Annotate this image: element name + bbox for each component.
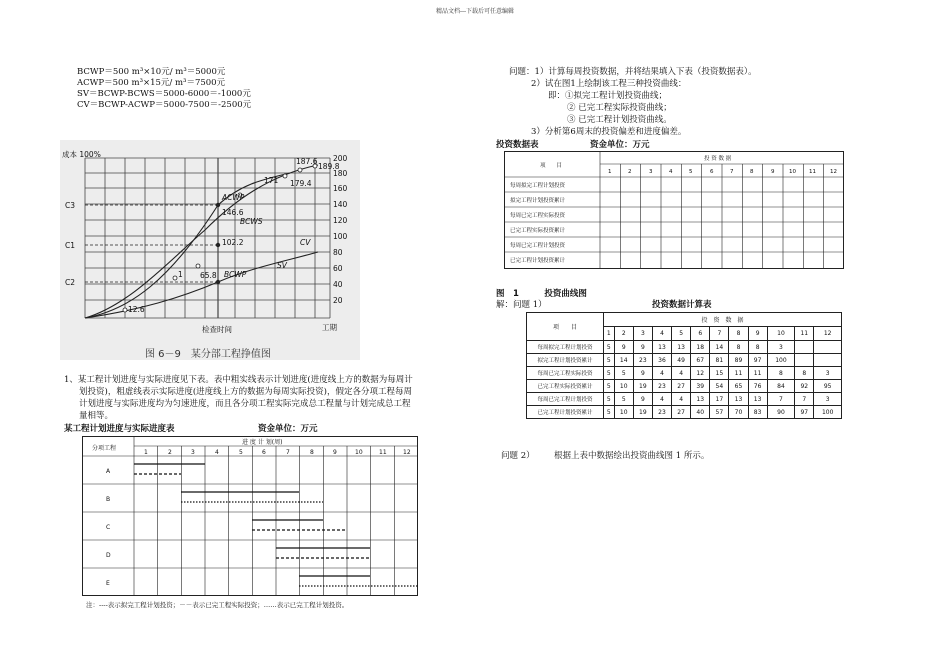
page-header: 精品文档---下载后可任意编辑 — [435, 8, 515, 15]
investment-data-table — [504, 151, 844, 269]
table-cell: 76 — [748, 380, 767, 393]
table-cell — [814, 354, 842, 367]
schedule-row-b: B — [106, 496, 111, 503]
investment-row-6: 已完工程计划投资累计 — [510, 258, 566, 264]
investment-row-4: 已完工程实际投资累计 — [510, 228, 566, 234]
table-cell: 97 — [795, 406, 814, 419]
table-cell: 39 — [691, 380, 710, 393]
figure-caption: 图 6－9 某分部工程挣值图 — [145, 349, 271, 360]
value-1: 1 — [178, 270, 183, 279]
investment-head-item: 项 目 — [540, 163, 563, 169]
calc-week-8: 8 — [729, 327, 748, 341]
schedule-week-1: 1 — [144, 449, 148, 456]
table-row — [527, 354, 842, 367]
bcws-label: BCWS — [240, 217, 263, 226]
table-cell: 5 — [604, 354, 615, 367]
calc-week-11: 11 — [795, 327, 814, 341]
problem-line-3: 计划进度与实际进度均为匀速进度，而且各分项工程实际完成总工程量与计划完成总工程 — [79, 399, 411, 409]
table-cell: 9 — [633, 393, 652, 406]
label-c2: C2 — [65, 278, 76, 287]
earned-value-figure — [60, 140, 360, 360]
table-cell: 100 — [814, 406, 842, 419]
table-cell: 4 — [672, 393, 691, 406]
table-cell: 11 — [729, 367, 748, 380]
table-cell: 4 — [672, 367, 691, 380]
calc-week-12: 12 — [814, 327, 842, 341]
table-cell: 19 — [633, 380, 652, 393]
calc-week-6: 6 — [691, 327, 710, 341]
formula-sv: SV＝BCWP-BCWS＝5000-6000＝-1000元 — [77, 89, 251, 99]
question-3: 3）分析第6周末的投资偏差和进度偏差。 — [531, 127, 687, 137]
schedule-week-10: 10 — [355, 449, 363, 456]
label-c3: C3 — [65, 201, 76, 210]
table-cell: 49 — [672, 354, 691, 367]
table-cell: 40 — [691, 406, 710, 419]
value-102-2: 102.2 — [222, 238, 244, 247]
table-cell: 4 — [652, 367, 671, 380]
question-2a: 即：①拟完工程计划投资曲线； — [548, 91, 668, 101]
table-cell: 27 — [672, 406, 691, 419]
investment-row-5: 每周已完工程计划投资 — [510, 243, 566, 249]
table-cell: 8 — [729, 341, 748, 354]
schedule-week-5: 5 — [239, 449, 243, 456]
calc-row-label: 每周已完工程计划投资 — [527, 393, 604, 406]
schedule-head-plan: 进 度 计 划(周) — [242, 439, 283, 446]
table-cell: 27 — [672, 380, 691, 393]
problem-line-4: 量相等。 — [79, 411, 114, 421]
tick-80: 80 — [333, 248, 343, 257]
schedule-row-a: A — [106, 468, 111, 475]
table-row — [527, 393, 842, 406]
question-1: 问题：1）计算每周投资数据，并将结果填入下表（投资数据表）。 — [509, 67, 757, 77]
table-cell: 5 — [604, 393, 615, 406]
schedule-week-9: 9 — [333, 449, 337, 456]
calc-week-1: 1 — [604, 327, 615, 341]
investment-week-8: 8 — [750, 169, 754, 175]
table-cell: 89 — [729, 354, 748, 367]
table-cell: 11 — [748, 367, 767, 380]
table-cell: 5 — [604, 341, 615, 354]
tick-200: 200 — [333, 154, 348, 163]
investment-week-11: 11 — [809, 169, 816, 175]
table-cell: 10 — [614, 380, 633, 393]
table-cell: 13 — [748, 393, 767, 406]
tick-60: 60 — [333, 264, 343, 273]
schedule-week-2: 2 — [168, 449, 172, 456]
check-time-label: 检查时间 — [202, 325, 232, 334]
value-146-6: 146.6 — [222, 208, 244, 217]
table-cell: 13 — [729, 393, 748, 406]
investment-week-4: 4 — [669, 169, 673, 175]
calc-table-title: 投资数据计算表 — [652, 300, 712, 310]
table-cell — [795, 341, 814, 354]
investment-week-7: 7 — [730, 169, 734, 175]
curve-points — [123, 164, 317, 312]
table-row — [527, 406, 842, 419]
investment-week-2: 2 — [628, 169, 632, 175]
table-cell: 5 — [614, 367, 633, 380]
formula-cv: CV＝BCWP-ACWP＝5000-7500＝-2500元 — [77, 100, 252, 110]
table-cell: 92 — [795, 380, 814, 393]
schedule-row-c: C — [106, 524, 111, 531]
sv-label: SV — [277, 261, 287, 270]
table-cell: 100 — [767, 354, 795, 367]
tick-160: 160 — [333, 184, 348, 193]
question-2c: ③ 已完工程计划投资曲线。 — [567, 115, 672, 125]
problem-line-1: 1、某工程计划进度与实际进度见下表。表中粗实线表示计划进度(进度线上方的数据为每周计 — [64, 375, 413, 385]
investment-week-5: 5 — [689, 169, 693, 175]
table-cell: 70 — [729, 406, 748, 419]
schedule-week-8: 8 — [310, 449, 314, 456]
schedule-row-e: E — [106, 580, 110, 587]
value-12-6: 12.6 — [128, 305, 145, 314]
calc-week-4: 4 — [652, 327, 671, 341]
table-cell: 5 — [604, 406, 615, 419]
table-cell: 5 — [614, 393, 633, 406]
calc-week-7: 7 — [710, 327, 729, 341]
schedule-week-7: 7 — [286, 449, 290, 456]
table-cell: 19 — [633, 406, 652, 419]
question-2-answer-label: 问题 2） — [501, 451, 535, 461]
table-cell: 13 — [672, 341, 691, 354]
table-cell: 23 — [652, 380, 671, 393]
table-cell: 83 — [748, 406, 767, 419]
investment-week-12: 12 — [830, 169, 837, 175]
value-189-8: 189.8 — [318, 162, 340, 171]
table-cell: 36 — [652, 354, 671, 367]
calc-row-label: 拟完工程计划投资累计 — [527, 354, 604, 367]
table-cell: 14 — [614, 354, 633, 367]
table-cell: 13 — [691, 393, 710, 406]
calc-head-data: 投 资 数 据 — [604, 313, 842, 327]
table-row — [527, 367, 842, 380]
schedule-row-d: D — [106, 552, 111, 559]
question-2b: ② 已完工程实际投资曲线； — [567, 103, 672, 113]
table-cell: 7 — [795, 393, 814, 406]
schedule-table-unit: 资金单位：万元 — [258, 424, 318, 434]
bcwp-label: BCWP — [224, 270, 247, 279]
investment-table-unit: 资金单位：万元 — [590, 140, 650, 150]
formula-acwp: ACWP＝500 m³×15元/ m³＝7500元 — [77, 78, 226, 88]
question-2: 2）试在图1上绘制该工程三种投资曲线： — [531, 79, 687, 89]
calc-table — [526, 312, 842, 419]
label-c1: C1 — [65, 241, 76, 250]
table-cell: 9 — [633, 341, 652, 354]
table-cell: 9 — [614, 341, 633, 354]
table-cell: 15 — [710, 367, 729, 380]
investment-week-3: 3 — [649, 169, 653, 175]
table-cell: 95 — [814, 380, 842, 393]
investment-head-data: 投 资 数 据 — [704, 156, 732, 162]
table-cell: 12 — [691, 367, 710, 380]
table-cell: 84 — [767, 380, 795, 393]
table-cell: 3 — [814, 367, 842, 380]
schedule-week-11: 11 — [379, 449, 387, 456]
table-cell: 5 — [604, 367, 615, 380]
table-cell: 8 — [767, 367, 795, 380]
schedule-head-item: 分项工程 — [92, 445, 117, 452]
investment-week-10: 10 — [789, 169, 796, 175]
cv-label: CV — [300, 238, 311, 247]
table-cell: 7 — [767, 393, 795, 406]
value-171: 171 — [264, 176, 279, 185]
tick-140: 140 — [333, 200, 348, 209]
calc-week-10: 10 — [767, 327, 795, 341]
question-2-answer: 根据上表中数据绘出投资曲线图 1 所示。 — [554, 451, 710, 461]
table-cell: 18 — [691, 341, 710, 354]
investment-week-6: 6 — [710, 169, 714, 175]
formula-bcwp: BCWP＝500 m³×10元/ m³＝5000元 — [77, 67, 226, 77]
value-179-4: 179.4 — [290, 179, 312, 188]
acwp-label: ACWP — [222, 193, 245, 202]
calc-week-3: 3 — [633, 327, 652, 341]
tick-120: 120 — [333, 216, 348, 225]
table-row — [527, 341, 842, 354]
table-cell: 10 — [614, 406, 633, 419]
schedule-table — [82, 436, 418, 596]
calc-row-label: 已完工程实际投资累计 — [527, 380, 604, 393]
calc-row-label: 每周拟完工程计划投资 — [527, 341, 604, 354]
calc-head-item: 项 目 — [527, 313, 604, 341]
table-cell: 90 — [767, 406, 795, 419]
table-cell: 67 — [691, 354, 710, 367]
schedule-week-3: 3 — [191, 449, 195, 456]
investment-week-1: 1 — [608, 169, 612, 175]
calc-week-2: 2 — [614, 327, 633, 341]
tick-40: 40 — [333, 280, 343, 289]
table-cell: 81 — [710, 354, 729, 367]
table-cell: 57 — [710, 406, 729, 419]
tick-20: 20 — [333, 296, 343, 305]
schedule-table-title: 某工程计划进度与实际进度表 — [64, 424, 175, 434]
value-65-8: 65.8 — [200, 271, 217, 280]
calc-row-label: 已完工程计划投资累计 — [527, 406, 604, 419]
table-row — [527, 380, 842, 393]
table-cell: 23 — [633, 354, 652, 367]
figure-1-caption: 图 1 投资曲线图 — [496, 289, 587, 299]
calc-week-9: 9 — [748, 327, 767, 341]
investment-row-1: 每周拟完工程计划投资 — [510, 183, 566, 189]
table-cell: 9 — [633, 367, 652, 380]
schedule-note: 注：----表示拟完工程计划投资；－－表示已完工程实际投资；……表示已完工程计划投资。 — [86, 601, 349, 609]
investment-table-title: 投资数据表 — [496, 140, 539, 150]
table-cell: 14 — [710, 341, 729, 354]
answer-label: 解：问题 1） — [496, 300, 547, 310]
table-cell: 13 — [652, 341, 671, 354]
earned-value-chart — [60, 140, 360, 360]
investment-row-3: 每周已完工程实际投资 — [510, 213, 566, 219]
table-cell — [795, 354, 814, 367]
table-cell: 54 — [710, 380, 729, 393]
table-cell: 17 — [710, 393, 729, 406]
table-cell — [814, 341, 842, 354]
x-axis-label: 工期 — [322, 323, 337, 332]
calc-week-5: 5 — [672, 327, 691, 341]
table-cell: 65 — [729, 380, 748, 393]
tick-180: 180 — [333, 169, 348, 178]
y-axis-label: 成本 100% — [62, 150, 101, 159]
table-cell: 8 — [748, 341, 767, 354]
tick-100: 100 — [333, 232, 348, 241]
investment-row-2: 拟完工程计划投资累计 — [510, 198, 566, 204]
table-cell: 8 — [795, 367, 814, 380]
calc-row-label: 每周已完工程实际投资 — [527, 367, 604, 380]
schedule-week-4: 4 — [215, 449, 219, 456]
value-187-6: 187.6 — [296, 157, 318, 166]
table-cell: 4 — [652, 393, 671, 406]
schedule-week-6: 6 — [262, 449, 266, 456]
table-cell: 97 — [748, 354, 767, 367]
schedule-week-12: 12 — [403, 449, 411, 456]
table-cell: 3 — [767, 341, 795, 354]
table-cell: 3 — [814, 393, 842, 406]
investment-week-9: 9 — [771, 169, 775, 175]
problem-line-2: 划投资)，粗虚线表示实际进度(进度线上方的数据为每周实际投资)，假定各分项工程每周 — [79, 387, 412, 397]
table-cell: 5 — [604, 380, 615, 393]
table-cell: 23 — [652, 406, 671, 419]
